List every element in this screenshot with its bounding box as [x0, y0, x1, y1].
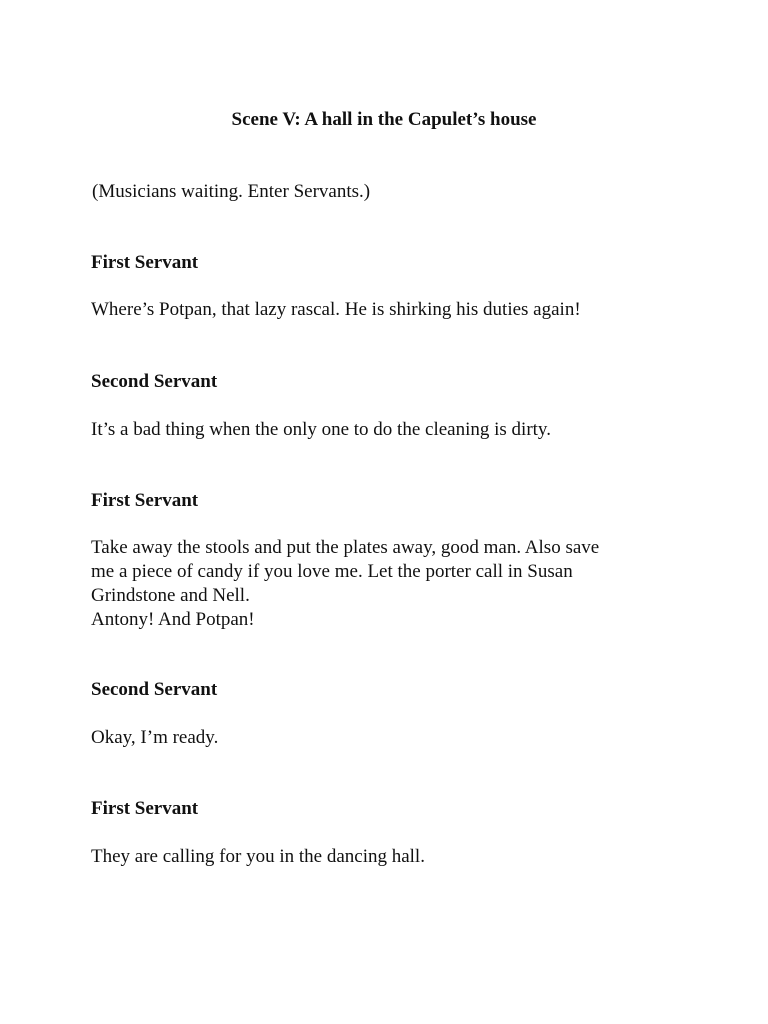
dialogue-line: Grindstone and Nell.	[91, 585, 250, 606]
dialogue-text	[91, 845, 691, 869]
dialogue-line: me a piece of candy if you love me. Let the porter call in Susan	[91, 561, 573, 582]
dialogue-line: It’s a bad thing when the only one to do the cleaning is dirty.	[91, 419, 551, 440]
speaker-name: Second Servant	[91, 679, 218, 700]
speaker-name: First Servant	[91, 490, 199, 511]
scene-title: Scene V: A hall in the Capulet’s house	[231, 109, 537, 130]
speaker-name: Second Servant	[91, 371, 218, 392]
dialogue-line: Okay, I’m ready.	[91, 727, 219, 748]
stage-direction: (Musicians waiting. Enter Servants.)	[92, 181, 371, 202]
dialogue-text	[91, 418, 691, 442]
dialogue-text	[91, 298, 691, 322]
speaker-name: First Servant	[91, 798, 199, 819]
speaker-name: First Servant	[91, 252, 199, 273]
dialogue-line: Take away the stools and put the plates away, good man. Also save	[91, 537, 600, 558]
dialogue-text	[91, 726, 691, 750]
dialogue-line: Where’s Potpan, that lazy rascal. He is shirking his duties again!	[91, 299, 581, 320]
dialogue-text	[91, 536, 691, 632]
dialogue-line: Antony! And Potpan!	[91, 609, 255, 630]
dialogue-line: They are calling for you in the dancing hall.	[91, 846, 425, 867]
